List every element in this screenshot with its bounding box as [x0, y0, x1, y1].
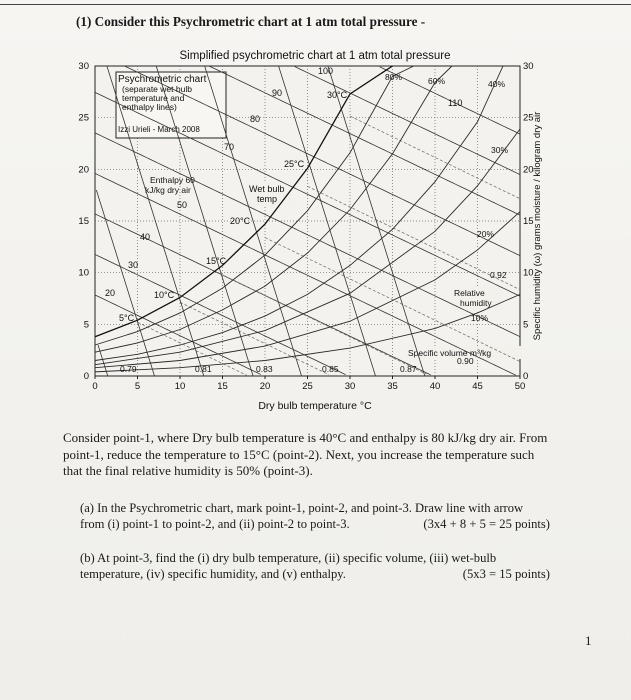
volume-value-3: 0.85 [322, 364, 339, 374]
part-a [80, 500, 550, 532]
rh-value-3: 30% [491, 145, 509, 155]
wet-bulb-label-1: Wet bulb [249, 184, 285, 194]
x-tick-40: 40 [429, 381, 441, 392]
rh-value-2: 40% [488, 79, 506, 89]
part-a-points: (3x4 + 8 + 5 = 25 points) [423, 517, 550, 531]
volume-value-0: 0.79 [120, 364, 137, 374]
y-tick-right-20: 20 [523, 164, 534, 176]
wet-bulb-value-4: 25°C [284, 159, 305, 169]
volume-value-1: 0.81 [195, 364, 212, 374]
wet-bulb-value-5: 30°C [327, 90, 348, 100]
y-tick-right-5: 5 [523, 319, 529, 331]
top-rule [0, 4, 631, 5]
wet-bulb-heading [246, 182, 294, 206]
x-tick-50: 50 [514, 381, 526, 392]
volume-value-6: 0.92 [490, 270, 507, 280]
rh-value-1: 60% [428, 76, 446, 86]
x-axis-label: Dry bulb temperature °C [258, 400, 372, 412]
part-b-line-2: temperature, (iv) specific humidity, and (v) enthalpy. [80, 567, 346, 581]
x-tick-10: 10 [174, 381, 186, 392]
wet-bulb-value-3: 20°C [230, 216, 251, 226]
x-tick-30: 30 [344, 381, 356, 392]
y-tick-left-30: 30 [78, 61, 89, 72]
volume-value-5: 0.90 [457, 356, 474, 366]
rh-value-0: 80% [385, 72, 403, 82]
rh-heading [450, 286, 502, 312]
y-tick-right-15: 15 [523, 216, 534, 227]
y-tick-left-25: 25 [78, 112, 89, 124]
part-b-line-1: (b) At point-3, find the (i) dry bulb temperature, (ii) specific volume, (iii) wet-bulb [80, 551, 497, 565]
legend-line-4: enthalpy lines) [122, 102, 177, 112]
enthalpy-value-20: 20 [105, 288, 116, 298]
enthalpy-value-30: 30 [128, 260, 139, 270]
wet-bulb-label-2: temp [257, 194, 278, 204]
enthalpy-value-70: 70 [224, 142, 235, 152]
y-tick-left-5: 5 [83, 319, 89, 331]
enthalpy-value-90: 90 [272, 88, 283, 98]
enthalpy-value-80: 80 [250, 114, 261, 124]
enthalpy-label-1: Enthalpy 60 [150, 175, 195, 185]
rh-value-4: 20% [477, 229, 495, 239]
x-tick-25: 25 [302, 381, 313, 392]
rh-label-1: Relative [454, 288, 485, 298]
volume-value-2: 0.83 [256, 364, 273, 374]
part-b [80, 550, 550, 582]
wet-bulb-value-2: 15°C [206, 256, 227, 266]
enthalpy-value-40: 40 [140, 232, 151, 242]
enthalpy-value-110: 110 [448, 98, 463, 108]
chart-title: Simplified psychrometric chart at 1 atm total pressure [179, 50, 451, 62]
question-title: (1) Consider this Psychrometric chart at 1 atm total pressure - [76, 14, 426, 29]
x-tick-20: 20 [259, 381, 271, 392]
enthalpy-value-50: 50 [177, 200, 188, 210]
wet-bulb-value-1: 10°C [154, 290, 175, 300]
volume-value-4: 0.87 [400, 364, 417, 374]
wet-bulb-value-0: 5°C [119, 313, 135, 323]
volume-label: Specific volume m³/kg [408, 348, 492, 358]
problem-statement: Consider point-1, where Dry bulb temperature is 40°C and enthalpy is 80 kJ/kg dry air. From point-1, reduce the temperature to 15°C (point-2). Next, you increase the temperature such that the final relative humidity is 50% (point-3). [63, 430, 548, 478]
part-a-line-1: (a) In the Psychrometric chart, mark point-1, point-2, and point-3. Draw line with arrow [80, 501, 524, 515]
rh-value-5: 10% [471, 313, 489, 323]
y-tick-right-30: 30 [523, 61, 534, 72]
y-tick-left-15: 15 [78, 216, 89, 227]
legend-credit: Izzi Urieli - March 2008 [118, 125, 200, 134]
y-axis-label: Specific humidity (ω) grams moisture / kilogram dry air [532, 111, 543, 341]
psychrometric-chart [70, 46, 560, 426]
x-tick-45: 45 [472, 381, 483, 392]
x-tick-15: 15 [217, 381, 228, 392]
enthalpy-heading [145, 175, 195, 195]
y-tick-right-10: 10 [523, 267, 534, 279]
enthalpy-label-2: kJ/kg dry air [145, 185, 191, 195]
enthalpy-value-100: 100 [318, 66, 334, 76]
page-number: 1 [585, 633, 592, 648]
y-tick-left-0: 0 [83, 371, 89, 382]
x-tick-35: 35 [387, 381, 398, 392]
y-tick-left-10: 10 [78, 267, 89, 279]
y-tick-right-0: 0 [523, 371, 529, 382]
chart-svg [70, 46, 560, 426]
legend-line-3: temperature and [122, 93, 185, 103]
legend-line-2: (separate wet bulb [122, 84, 192, 94]
rh-label-2: humidity [460, 298, 492, 308]
legend-title: Psychrometric chart [118, 74, 207, 85]
x-tick-5: 5 [134, 381, 141, 392]
y-tick-left-20: 20 [78, 164, 89, 176]
x-tick-0: 0 [92, 381, 98, 392]
part-a-line-2: from (i) point-1 to point-2, and (ii) point-2 to point-3. [80, 517, 350, 531]
y-tick-right-25: 25 [523, 112, 534, 124]
part-b-points: (5x3 = 15 points) [462, 567, 550, 581]
